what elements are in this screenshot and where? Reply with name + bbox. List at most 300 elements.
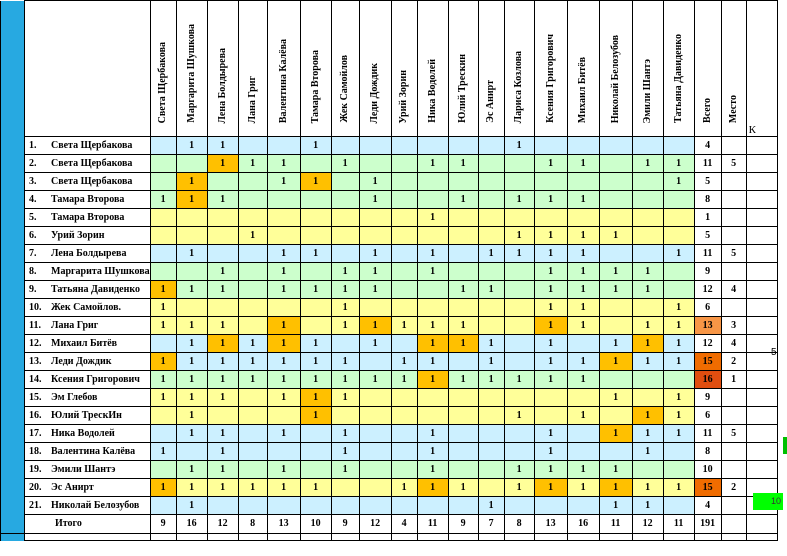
vote-cell[interactable]: 1 xyxy=(331,461,359,479)
vote-cell[interactable]: 1 xyxy=(300,173,331,191)
vote-cell[interactable] xyxy=(391,281,417,299)
vote-cell[interactable] xyxy=(478,299,504,317)
vote-cell[interactable] xyxy=(478,389,504,407)
row-stripe[interactable] xyxy=(1,281,25,299)
vote-cell[interactable] xyxy=(176,299,207,317)
vote-cell[interactable] xyxy=(504,173,534,191)
row-stripe[interactable] xyxy=(1,534,25,541)
vote-cell[interactable] xyxy=(176,227,207,245)
total-cell[interactable]: 6 xyxy=(694,299,721,317)
vote-cell[interactable]: 1 xyxy=(267,353,300,371)
vote-cell[interactable]: 1 xyxy=(567,245,599,263)
row-name-cell[interactable] xyxy=(25,497,151,515)
vote-cell[interactable] xyxy=(567,335,599,353)
vote-cell[interactable] xyxy=(359,479,391,497)
vote-cell[interactable]: 1 xyxy=(300,407,331,425)
vote-cell[interactable] xyxy=(567,497,599,515)
place-cell[interactable] xyxy=(721,173,746,191)
vote-cell[interactable] xyxy=(534,389,567,407)
vote-cell[interactable]: 1 xyxy=(417,155,448,173)
vote-cell[interactable]: 1 xyxy=(359,371,391,389)
vote-cell[interactable] xyxy=(599,191,632,209)
vote-cell[interactable] xyxy=(417,299,448,317)
extra-cell[interactable] xyxy=(746,281,777,299)
vote-cell[interactable] xyxy=(300,263,331,281)
vote-cell[interactable]: 1 xyxy=(534,479,567,497)
row-stripe[interactable] xyxy=(1,245,25,263)
vote-cell[interactable] xyxy=(632,245,663,263)
vote-cell[interactable]: 1 xyxy=(238,479,267,497)
vote-cell[interactable]: 1 xyxy=(267,389,300,407)
row-name-cell[interactable] xyxy=(25,353,151,371)
vote-cell[interactable] xyxy=(391,335,417,353)
vote-cell[interactable] xyxy=(599,317,632,335)
total-cell[interactable]: 9 xyxy=(694,389,721,407)
vote-cell[interactable]: 1 xyxy=(391,479,417,497)
total-header[interactable] xyxy=(694,1,721,137)
vote-cell[interactable] xyxy=(478,137,504,155)
place-cell[interactable]: 4 xyxy=(721,281,746,299)
vote-cell[interactable]: 1 xyxy=(331,443,359,461)
vote-cell[interactable] xyxy=(331,407,359,425)
vote-cell[interactable]: 1 xyxy=(417,461,448,479)
vote-cell[interactable]: 1 xyxy=(176,281,207,299)
vote-cell[interactable]: 1 xyxy=(567,371,599,389)
vote-cell[interactable] xyxy=(150,155,176,173)
vote-cell[interactable] xyxy=(417,137,448,155)
vote-cell[interactable]: 1 xyxy=(267,245,300,263)
vote-cell[interactable]: 1 xyxy=(599,461,632,479)
total-cell[interactable]: 4 xyxy=(694,137,721,155)
place-header[interactable] xyxy=(721,1,746,137)
total-cell[interactable]: 5 xyxy=(694,173,721,191)
vote-cell[interactable]: 1 xyxy=(359,191,391,209)
place-cell[interactable] xyxy=(721,263,746,281)
vote-cell[interactable]: 1 xyxy=(567,461,599,479)
vote-cell[interactable]: 1 xyxy=(176,425,207,443)
vote-cell[interactable]: 1 xyxy=(238,227,267,245)
vote-cell[interactable]: 1 xyxy=(663,245,694,263)
vote-cell[interactable] xyxy=(300,209,331,227)
vote-cell[interactable]: 1 xyxy=(504,407,534,425)
vote-cell[interactable] xyxy=(207,407,238,425)
vote-cell[interactable] xyxy=(599,209,632,227)
vote-cell[interactable] xyxy=(448,497,478,515)
vote-cell[interactable]: 1 xyxy=(534,425,567,443)
vote-cell[interactable]: 1 xyxy=(599,479,632,497)
vote-cell[interactable] xyxy=(663,443,694,461)
vote-cell[interactable]: 1 xyxy=(207,263,238,281)
vote-cell[interactable] xyxy=(567,209,599,227)
vote-cell[interactable] xyxy=(391,497,417,515)
row-stripe[interactable] xyxy=(1,443,25,461)
vote-cell[interactable] xyxy=(599,443,632,461)
vote-cell[interactable]: 1 xyxy=(599,425,632,443)
vote-cell[interactable]: 1 xyxy=(176,353,207,371)
vote-cell[interactable]: 1 xyxy=(534,299,567,317)
total-cell[interactable]: 8 xyxy=(694,443,721,461)
row-name-cell[interactable] xyxy=(25,155,151,173)
vote-cell[interactable] xyxy=(504,335,534,353)
vote-cell[interactable]: 1 xyxy=(567,155,599,173)
vote-cell[interactable]: 1 xyxy=(632,155,663,173)
column-header[interactable] xyxy=(267,1,300,137)
vote-cell[interactable] xyxy=(331,173,359,191)
vote-cell[interactable]: 1 xyxy=(331,371,359,389)
vote-cell[interactable] xyxy=(534,137,567,155)
vote-cell[interactable]: 1 xyxy=(150,353,176,371)
vote-cell[interactable]: 1 xyxy=(663,173,694,191)
vote-cell[interactable] xyxy=(504,425,534,443)
extra-cell[interactable] xyxy=(746,137,777,155)
column-total[interactable]: 9 xyxy=(331,515,359,534)
empty-cell[interactable] xyxy=(300,534,331,541)
vote-cell[interactable]: 1 xyxy=(176,137,207,155)
vote-cell[interactable]: 1 xyxy=(176,479,207,497)
vote-cell[interactable] xyxy=(632,461,663,479)
vote-cell[interactable]: 1 xyxy=(207,389,238,407)
row-stripe[interactable] xyxy=(1,479,25,497)
vote-cell[interactable] xyxy=(391,263,417,281)
vote-cell[interactable]: 1 xyxy=(504,479,534,497)
column-total[interactable]: 12 xyxy=(359,515,391,534)
column-total[interactable]: 12 xyxy=(632,515,663,534)
row-name-cell[interactable] xyxy=(25,461,151,479)
vote-cell[interactable] xyxy=(417,281,448,299)
vote-cell[interactable] xyxy=(150,245,176,263)
vote-cell[interactable] xyxy=(448,209,478,227)
empty-cell[interactable] xyxy=(694,534,721,541)
vote-cell[interactable] xyxy=(331,191,359,209)
vote-cell[interactable] xyxy=(448,299,478,317)
vote-cell[interactable]: 1 xyxy=(534,227,567,245)
total-cell[interactable]: 12 xyxy=(694,335,721,353)
total-cell[interactable]: 13 xyxy=(694,317,721,335)
vote-cell[interactable]: 1 xyxy=(267,281,300,299)
vote-cell[interactable] xyxy=(448,389,478,407)
vote-cell[interactable] xyxy=(632,209,663,227)
vote-cell[interactable]: 1 xyxy=(331,155,359,173)
column-total[interactable]: 8 xyxy=(238,515,267,534)
vote-cell[interactable]: 1 xyxy=(504,371,534,389)
vote-cell[interactable] xyxy=(300,299,331,317)
vote-cell[interactable]: 1 xyxy=(417,443,448,461)
vote-cell[interactable] xyxy=(448,407,478,425)
vote-cell[interactable]: 1 xyxy=(176,317,207,335)
row-name-cell[interactable] xyxy=(25,137,151,155)
column-total[interactable]: 9 xyxy=(448,515,478,534)
column-total[interactable]: 191 xyxy=(694,515,721,534)
vote-cell[interactable] xyxy=(391,209,417,227)
vote-cell[interactable] xyxy=(238,317,267,335)
vote-cell[interactable] xyxy=(267,227,300,245)
vote-cell[interactable] xyxy=(448,263,478,281)
vote-cell[interactable] xyxy=(391,443,417,461)
vote-cell[interactable]: 1 xyxy=(504,191,534,209)
vote-cell[interactable] xyxy=(331,245,359,263)
vote-cell[interactable]: 1 xyxy=(417,317,448,335)
vote-cell[interactable]: 1 xyxy=(417,245,448,263)
vote-cell[interactable] xyxy=(238,299,267,317)
vote-cell[interactable]: 1 xyxy=(478,371,504,389)
vote-cell[interactable]: 1 xyxy=(632,263,663,281)
vote-cell[interactable] xyxy=(359,389,391,407)
vote-cell[interactable] xyxy=(478,173,504,191)
vote-cell[interactable] xyxy=(300,317,331,335)
vote-cell[interactable] xyxy=(267,191,300,209)
row-stripe[interactable] xyxy=(1,335,25,353)
vote-cell[interactable] xyxy=(567,443,599,461)
column-header[interactable] xyxy=(300,1,331,137)
vote-cell[interactable]: 1 xyxy=(238,371,267,389)
row-name-cell[interactable] xyxy=(25,479,151,497)
empty-cell[interactable] xyxy=(176,534,207,541)
vote-cell[interactable]: 1 xyxy=(207,425,238,443)
vote-cell[interactable] xyxy=(504,299,534,317)
vote-cell[interactable]: 1 xyxy=(238,353,267,371)
vote-cell[interactable]: 1 xyxy=(448,317,478,335)
vote-cell[interactable] xyxy=(238,209,267,227)
vote-cell[interactable] xyxy=(599,155,632,173)
total-cell[interactable]: 6 xyxy=(694,407,721,425)
vote-cell[interactable] xyxy=(150,263,176,281)
vote-cell[interactable] xyxy=(238,245,267,263)
vote-cell[interactable]: 1 xyxy=(663,299,694,317)
vote-cell[interactable] xyxy=(663,371,694,389)
green-cell[interactable]: 10 xyxy=(753,493,783,510)
vote-cell[interactable]: 1 xyxy=(391,353,417,371)
vote-cell[interactable]: 1 xyxy=(176,407,207,425)
vote-cell[interactable]: 1 xyxy=(331,299,359,317)
vote-cell[interactable] xyxy=(207,299,238,317)
place-cell[interactable]: 4 xyxy=(721,335,746,353)
row-name-cell[interactable] xyxy=(25,371,151,389)
vote-cell[interactable]: 1 xyxy=(567,317,599,335)
vote-cell[interactable] xyxy=(599,299,632,317)
row-name-cell[interactable] xyxy=(25,317,151,335)
vote-cell[interactable] xyxy=(663,281,694,299)
vote-cell[interactable] xyxy=(391,137,417,155)
vote-cell[interactable] xyxy=(632,227,663,245)
vote-cell[interactable] xyxy=(478,461,504,479)
vote-cell[interactable] xyxy=(448,461,478,479)
row-name-cell[interactable] xyxy=(25,191,151,209)
vote-cell[interactable] xyxy=(448,245,478,263)
vote-cell[interactable]: 1 xyxy=(567,191,599,209)
column-total[interactable]: 8 xyxy=(504,515,534,534)
vote-cell[interactable] xyxy=(478,209,504,227)
vote-cell[interactable] xyxy=(478,191,504,209)
vote-cell[interactable]: 1 xyxy=(267,263,300,281)
row-stripe[interactable] xyxy=(1,389,25,407)
vote-cell[interactable] xyxy=(448,353,478,371)
vote-cell[interactable]: 1 xyxy=(267,371,300,389)
vote-cell[interactable] xyxy=(300,227,331,245)
place-cell[interactable] xyxy=(721,389,746,407)
vote-cell[interactable] xyxy=(150,407,176,425)
vote-cell[interactable] xyxy=(478,407,504,425)
vote-cell[interactable]: 1 xyxy=(359,173,391,191)
column-total[interactable]: 7 xyxy=(478,515,504,534)
vote-cell[interactable] xyxy=(267,299,300,317)
vote-cell[interactable]: 1 xyxy=(176,389,207,407)
vote-cell[interactable]: 1 xyxy=(238,155,267,173)
vote-cell[interactable]: 1 xyxy=(599,389,632,407)
vote-cell[interactable] xyxy=(331,209,359,227)
vote-cell[interactable] xyxy=(150,497,176,515)
column-header[interactable] xyxy=(238,1,267,137)
empty-cell[interactable] xyxy=(663,534,694,541)
empty-cell[interactable] xyxy=(448,534,478,541)
column-header[interactable] xyxy=(150,1,176,137)
vote-cell[interactable] xyxy=(417,497,448,515)
vote-cell[interactable] xyxy=(176,263,207,281)
vote-cell[interactable] xyxy=(504,497,534,515)
extra-cell[interactable] xyxy=(746,407,777,425)
vote-cell[interactable]: 1 xyxy=(207,353,238,371)
vote-cell[interactable]: 1 xyxy=(663,389,694,407)
vote-cell[interactable] xyxy=(534,173,567,191)
vote-cell[interactable]: 1 xyxy=(300,281,331,299)
vote-cell[interactable]: 1 xyxy=(267,155,300,173)
empty-cell[interactable] xyxy=(567,534,599,541)
vote-cell[interactable] xyxy=(207,497,238,515)
vote-cell[interactable] xyxy=(504,209,534,227)
vote-cell[interactable]: 1 xyxy=(417,479,448,497)
vote-cell[interactable]: 1 xyxy=(331,281,359,299)
corner-cell[interactable] xyxy=(25,1,151,137)
place-cell[interactable] xyxy=(721,461,746,479)
vote-cell[interactable] xyxy=(448,173,478,191)
vote-cell[interactable]: 1 xyxy=(207,443,238,461)
vote-cell[interactable]: 1 xyxy=(632,317,663,335)
vote-cell[interactable] xyxy=(663,227,694,245)
extra-cell[interactable] xyxy=(746,191,777,209)
extra-cell[interactable] xyxy=(746,227,777,245)
vote-cell[interactable] xyxy=(359,407,391,425)
vote-cell[interactable]: 1 xyxy=(267,173,300,191)
vote-cell[interactable] xyxy=(391,191,417,209)
vote-cell[interactable]: 1 xyxy=(391,317,417,335)
place-cell[interactable] xyxy=(721,497,746,515)
vote-cell[interactable]: 1 xyxy=(632,443,663,461)
vote-cell[interactable] xyxy=(150,461,176,479)
vote-cell[interactable] xyxy=(267,209,300,227)
vote-cell[interactable]: 1 xyxy=(663,353,694,371)
vote-cell[interactable]: 1 xyxy=(207,155,238,173)
empty-cell[interactable] xyxy=(721,534,746,541)
vote-cell[interactable] xyxy=(663,461,694,479)
vote-cell[interactable]: 1 xyxy=(150,389,176,407)
total-cell[interactable]: 1 xyxy=(694,209,721,227)
vote-cell[interactable] xyxy=(238,497,267,515)
vote-cell[interactable]: 1 xyxy=(417,425,448,443)
vote-cell[interactable]: 1 xyxy=(267,425,300,443)
row-stripe[interactable] xyxy=(1,209,25,227)
vote-cell[interactable]: 1 xyxy=(534,317,567,335)
vote-cell[interactable] xyxy=(391,461,417,479)
vote-cell[interactable] xyxy=(599,245,632,263)
vote-cell[interactable]: 1 xyxy=(663,335,694,353)
vote-cell[interactable] xyxy=(391,173,417,191)
empty-cell[interactable] xyxy=(207,534,238,541)
vote-cell[interactable]: 1 xyxy=(267,479,300,497)
vote-cell[interactable] xyxy=(176,443,207,461)
place-cell[interactable] xyxy=(721,299,746,317)
place-cell[interactable] xyxy=(721,443,746,461)
vote-cell[interactable] xyxy=(504,155,534,173)
vote-cell[interactable]: 1 xyxy=(567,299,599,317)
vote-cell[interactable]: 1 xyxy=(176,335,207,353)
vote-cell[interactable] xyxy=(391,155,417,173)
column-total[interactable]: 10 xyxy=(300,515,331,534)
total-cell[interactable]: 16 xyxy=(694,371,721,389)
vote-cell[interactable]: 1 xyxy=(478,497,504,515)
extra-cell[interactable] xyxy=(746,425,777,443)
vote-cell[interactable]: 1 xyxy=(359,317,391,335)
vote-cell[interactable] xyxy=(150,425,176,443)
empty-cell[interactable] xyxy=(599,534,632,541)
extra-cell[interactable] xyxy=(746,263,777,281)
vote-cell[interactable] xyxy=(150,209,176,227)
vote-cell[interactable]: 1 xyxy=(534,281,567,299)
vote-cell[interactable]: 1 xyxy=(448,335,478,353)
vote-cell[interactable] xyxy=(632,299,663,317)
column-total[interactable]: 4 xyxy=(391,515,417,534)
empty-cell[interactable] xyxy=(25,534,151,541)
vote-cell[interactable]: 1 xyxy=(534,371,567,389)
total-cell[interactable]: 5 xyxy=(694,227,721,245)
column-total[interactable]: 9 xyxy=(150,515,176,534)
row-name-cell[interactable] xyxy=(25,389,151,407)
vote-cell[interactable]: 1 xyxy=(632,425,663,443)
vote-cell[interactable] xyxy=(331,497,359,515)
empty-cell[interactable] xyxy=(746,534,777,541)
vote-cell[interactable] xyxy=(504,443,534,461)
vote-cell[interactable] xyxy=(504,317,534,335)
column-header[interactable] xyxy=(391,1,417,137)
vote-cell[interactable] xyxy=(176,155,207,173)
row-stripe[interactable] xyxy=(1,227,25,245)
vote-cell[interactable] xyxy=(663,263,694,281)
vote-cell[interactable]: 1 xyxy=(534,335,567,353)
extra-cell[interactable] xyxy=(746,299,777,317)
vote-cell[interactable] xyxy=(448,137,478,155)
vote-cell[interactable] xyxy=(632,173,663,191)
vote-cell[interactable]: 1 xyxy=(207,461,238,479)
extra-cell[interactable] xyxy=(746,245,777,263)
vote-cell[interactable]: 1 xyxy=(663,317,694,335)
vote-cell[interactable] xyxy=(359,443,391,461)
vote-cell[interactable] xyxy=(632,389,663,407)
vote-cell[interactable]: 1 xyxy=(207,317,238,335)
row-stripe[interactable] xyxy=(1,317,25,335)
vote-cell[interactable] xyxy=(359,155,391,173)
vote-cell[interactable] xyxy=(632,137,663,155)
vote-cell[interactable] xyxy=(359,137,391,155)
vote-cell[interactable]: 1 xyxy=(331,263,359,281)
vote-cell[interactable] xyxy=(267,497,300,515)
vote-cell[interactable] xyxy=(238,173,267,191)
vote-cell[interactable]: 1 xyxy=(417,353,448,371)
vote-cell[interactable] xyxy=(478,317,504,335)
column-header[interactable] xyxy=(478,1,504,137)
vote-cell[interactable]: 1 xyxy=(300,137,331,155)
column-header[interactable] xyxy=(176,1,207,137)
vote-cell[interactable]: 1 xyxy=(663,407,694,425)
row-stripe[interactable] xyxy=(1,155,25,173)
column-total[interactable]: 11 xyxy=(417,515,448,534)
